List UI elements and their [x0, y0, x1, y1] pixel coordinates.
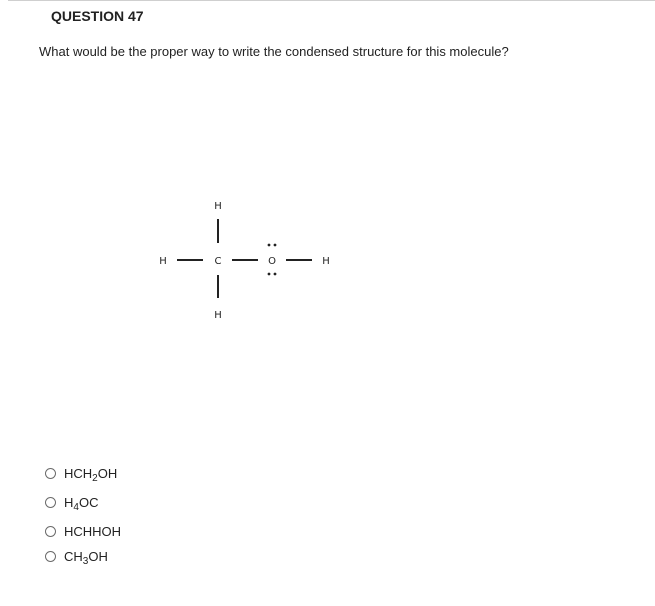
- choice-label: HCHHOH: [64, 524, 122, 539]
- lone-pair-top: [268, 244, 277, 247]
- radio-button[interactable]: [45, 468, 56, 479]
- radio-button[interactable]: [45, 551, 56, 562]
- question-title: QUESTION 47: [51, 8, 144, 24]
- atom-h-top: H: [214, 201, 222, 212]
- choice-label: $HCH_2OH$: [64, 466, 118, 484]
- choice-label: $H_4OC$: [64, 495, 99, 513]
- radio-button[interactable]: [45, 497, 56, 508]
- choice-label: $CH_3OH$: [64, 549, 108, 567]
- atom-h-bottom: H: [214, 310, 222, 321]
- lone-pair-bottom: [268, 273, 277, 276]
- choice-3[interactable]: [45, 524, 121, 539]
- atom-h-right: H: [322, 256, 330, 267]
- choice-4[interactable]: [45, 549, 108, 567]
- atom-carbon: C: [214, 256, 222, 267]
- radio-button[interactable]: [45, 526, 56, 537]
- atom-oxygen: O: [268, 256, 276, 267]
- choice-1[interactable]: [45, 466, 118, 484]
- choice-2[interactable]: [45, 495, 99, 513]
- atom-h-left: H: [159, 256, 167, 267]
- question-prompt: What would be the proper way to write the condensed structure for this molecule?: [39, 44, 509, 59]
